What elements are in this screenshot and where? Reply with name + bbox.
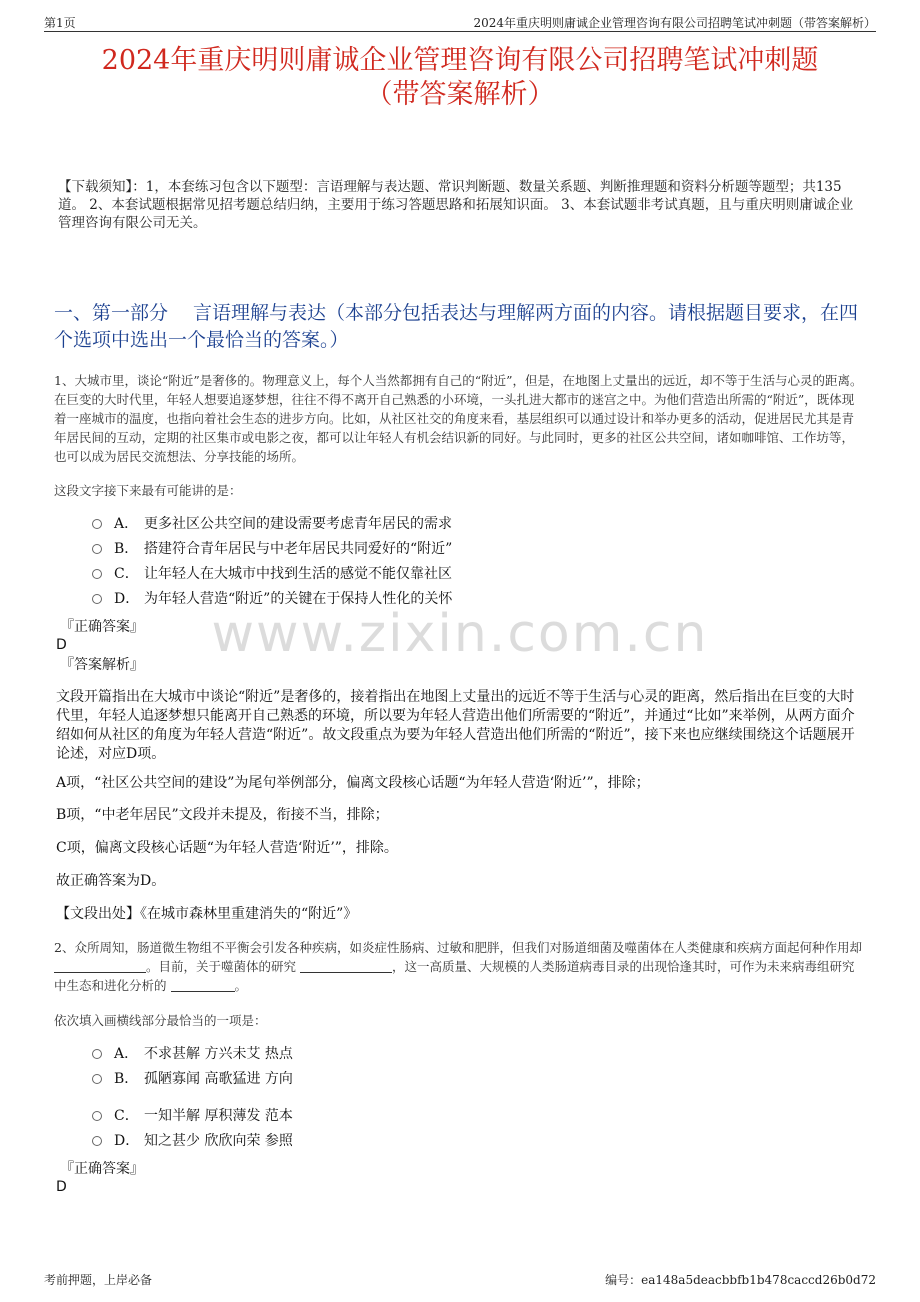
download-notice: 【下载须知】：1，本套练习包含以下题型：言语理解与表达题、常识判断题、数量关系题、判断推理题和资料分析题等题型；共135道。 2、本套试题根据常见招考题总结归纳，主要用于练习答题思路和拓展知识面。 3、本套试题非考试真题，且与重庆明则庸诚企业管理咨询有限公司无关。 [58,179,854,231]
q1-analysis-conclusion: 故正确答案为D。 [56,873,166,889]
radio-icon[interactable] [92,1136,102,1146]
q2-answer: D [56,1179,67,1195]
page-number: 第1页 [44,16,76,30]
title-line-2: （带答案解析） [365,79,555,110]
radio-icon[interactable] [92,1049,102,1059]
header-divider [44,31,876,32]
q1-analysis-c: C项，偏离文段核心话题“为年轻人营造‘附近’”，排除。 [56,840,398,856]
q2-option-b[interactable]: B． 孤陋寡闻 高歌猛进 方向 [92,1070,293,1088]
q2-passage: 2、众所周知，肠道微生物组不平衡会引发各种疾病，如炎症性肠病、过敏和肥胖，但我们对肠道细菌及噬菌体在人类健康和疾病方面起何种作用却 。目前，关于噬菌体的研究 ，这一高质量、大规模的人类肠道病毒目录的出现恰逢其时，可作为未来病毒组研究中生态和进化分析的 。 [54,940,862,993]
page-header [44,12,876,30]
q2-option-c[interactable]: C． 一知半解 厚积薄发 范本 [92,1107,293,1125]
q1-answer: D [56,637,67,653]
blank-3 [171,979,235,992]
q1-option-d[interactable]: D． 为年轻人营造“附近”的关键在于保持人性化的关怀 [92,590,452,608]
footer-doc-id: 编号：ea148a5deacbbfb1b478caccd26b0d72 [605,1273,876,1287]
header-doc-title: 2024年重庆明则庸诚企业管理咨询有限公司招聘笔试冲刺题（带答案解析） [473,16,876,30]
section-heading: 一、第一部分 言语理解与表达（本部分包括表达与理解两方面的内容。请根据题目要求，在四个选项中选出一个最恰当的答案。） [54,302,859,351]
watermark: www.zixin.com.cn [211,604,709,664]
radio-icon[interactable] [92,569,102,579]
q2-prompt: 依次填入画横线部分最恰当的一项是： [54,1013,267,1028]
q1-analysis-a: A项，“社区公共空间的建设”为尾句举例部分，偏离文段核心话题“为年轻人营造‘附近’”，排除； [56,775,650,791]
radio-icon[interactable] [92,544,102,554]
q1-prompt: 这段文字接下来最有可能讲的是： [54,483,242,498]
q1-source: 【文段出处】《在城市森林里重建消失的“附近”》 [56,906,358,922]
document-title [30,44,890,112]
q1-analysis-b: B项，“中老年居民”文段并未提及，衔接不当，排除； [56,807,389,823]
q1-answer-label: 『正确答案』 [60,619,144,635]
footer-slogan: 考前押题，上岸必备 [44,1273,153,1287]
q1-option-c[interactable]: C． 让年轻人在大城市中找到生活的感觉不能仅靠社区 [92,565,452,583]
radio-icon[interactable] [92,1111,102,1121]
title-line-1: 2024年重庆明则庸诚企业管理咨询有限公司招聘笔试冲刺题 [101,45,819,76]
blank-1 [54,960,146,973]
q1-option-b[interactable]: B． 搭建符合青年居民与中老年居民共同爱好的“附近” [92,540,452,558]
q1-analysis-label: 『答案解析』 [60,657,144,673]
q2-option-a[interactable]: A． 不求甚解 方兴未艾 热点 [92,1045,293,1063]
q2-answer-label: 『正确答案』 [60,1161,144,1177]
blank-2 [300,960,392,973]
q1-passage: 1、大城市里，谈论“附近”是奢侈的。物理意义上，每个人当然都拥有自己的“附近”，但是，在地图上丈量出的远近，却不等于生活与心灵的距离。在巨变的大时代里，年轻人想要追逐梦想，往往不得不离开自己熟悉的小环境，一头扎进大都市的迷宫之中。为他们营造出所需的“附近”，既体现着一座城市的温度，也指向着社会生态的进步方向。比如，从社区社交的角度来看，基层组织可以通过设计和举办更多的活动，促进居民尤其是青年居民间的互动，定期的社区集市或电影之夜，都可以让年轻人有机会结识新的同好。与此同时，更多的社区公共空间，诸如咖啡馆、工作坊等，也可以成为居民交流想法、分享技能的场所。 [54,373,863,464]
q2-option-d[interactable]: D． 知之甚少 欣欣向荣 参照 [92,1132,293,1150]
radio-icon[interactable] [92,1074,102,1084]
radio-icon[interactable] [92,594,102,604]
radio-icon[interactable] [92,519,102,529]
q1-option-a[interactable]: A． 更多社区公共空间的建设需要考虑青年居民的需求 [92,515,452,533]
q1-analysis-main: 文段开篇指出在大城市中谈论“附近”是奢侈的，接着指出在地图上丈量出的远近不等于生活与心灵的距离，然后指出在巨变的大时代里，年轻人追逐梦想只能离开自己熟悉的环境，所以要为年轻人营造出他们所需要的“附近”，并通过“比如”来举例，从两方面介绍如何从社区的角度为年轻人营造“附近”。故文段重点为要为年轻人营造出他们所需的“附近”，接下来也应继续围绕这个话题展开论述，对应D项。 [56,689,855,762]
